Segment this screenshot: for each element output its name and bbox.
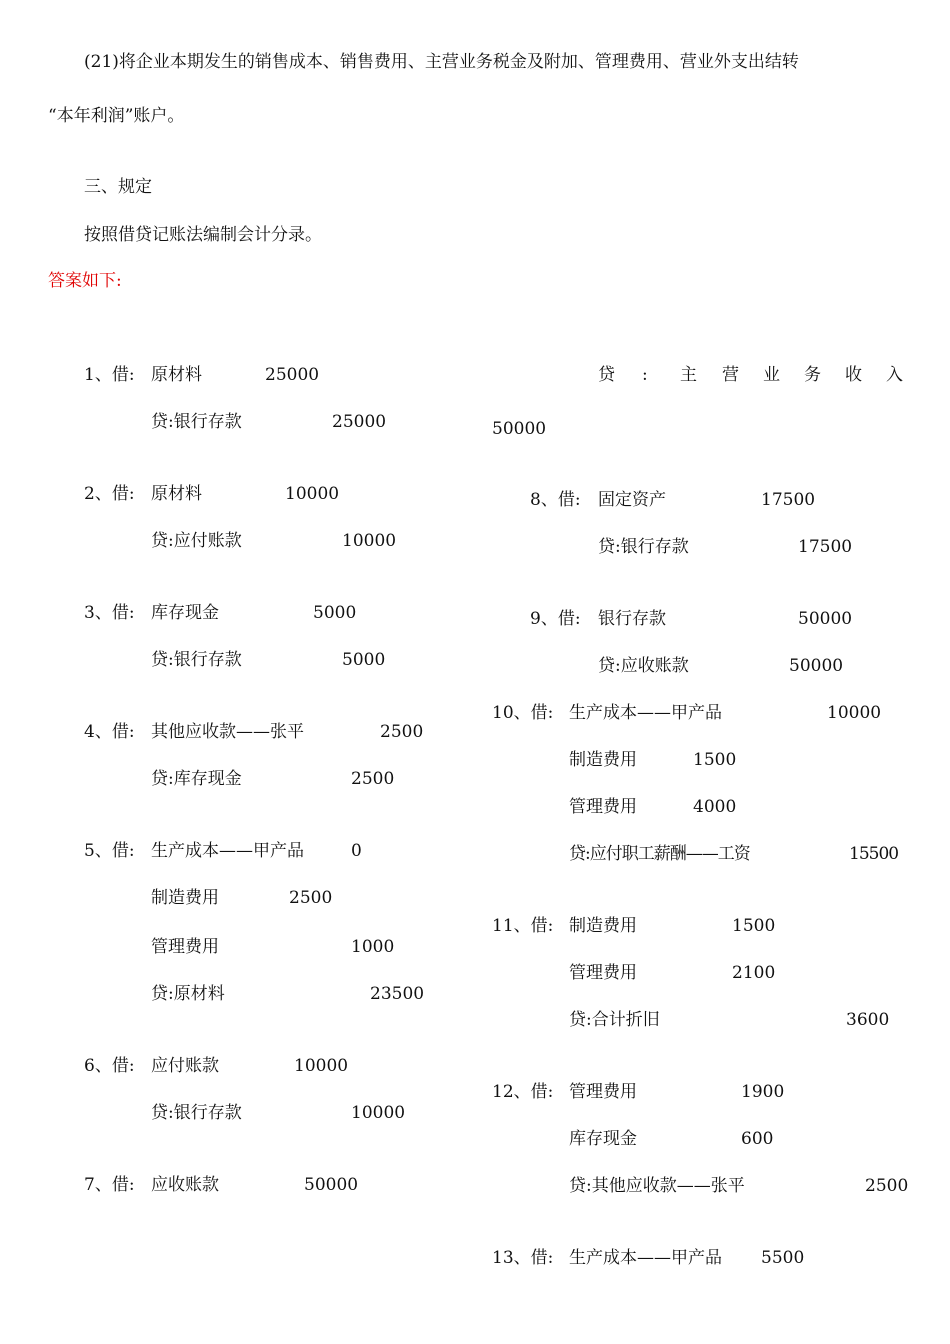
entry-10-debit-amount: 10000 bbox=[827, 703, 882, 723]
entry-13-debit-amount: 5500 bbox=[761, 1248, 805, 1268]
entry-11-debit-account: 制造费用 bbox=[569, 916, 637, 936]
entry-11-debit-amount: 1500 bbox=[732, 916, 776, 936]
entry-6-credit-amount: 10000 bbox=[351, 1103, 406, 1123]
entry-3-credit-account: 贷:银行存款 bbox=[151, 650, 242, 670]
entry-13-number: 13、借: bbox=[492, 1248, 554, 1268]
entry-5-credit-account: 贷:原材料 bbox=[151, 984, 225, 1004]
entry-12-line2-account: 库存现金 bbox=[569, 1129, 637, 1149]
entry-10-credit-account: 贷:应付职工薪酬——工资 bbox=[569, 844, 750, 864]
entry-2-number: 2、借: bbox=[84, 484, 135, 504]
entry-5-line2-amount: 2500 bbox=[289, 888, 333, 908]
entry-7-credit-amount: 50000 bbox=[492, 419, 547, 439]
entry-1-debit-amount: 25000 bbox=[265, 365, 320, 385]
entry-6-number: 6、借: bbox=[84, 1056, 135, 1076]
entry-8-debit-account: 固定资产 bbox=[598, 490, 666, 510]
entry-8-credit-amount: 17500 bbox=[798, 537, 853, 557]
entry-9-debit-amount: 50000 bbox=[798, 609, 853, 629]
intro-line-2: “本年利润”账户。 bbox=[48, 106, 185, 126]
entry-12-line2-amount: 600 bbox=[741, 1129, 774, 1149]
entry-7-credit-char-4: 业 bbox=[763, 365, 780, 385]
entry-12-number: 12、借: bbox=[492, 1082, 554, 1102]
entry-4-credit-amount: 2500 bbox=[351, 769, 395, 789]
entry-12-debit-amount: 1900 bbox=[741, 1082, 785, 1102]
entry-9-credit-account: 贷:应收账款 bbox=[598, 656, 689, 676]
entry-10-line2-amount: 1500 bbox=[693, 750, 737, 770]
intro-line-1: (21)将企业本期发生的销售成本、销售费用、主营业务税金及附加、管理费用、营业外支出结转 bbox=[84, 52, 799, 72]
entry-3-credit-amount: 5000 bbox=[342, 650, 386, 670]
entry-4-number: 4、借: bbox=[84, 722, 135, 742]
entry-10-line2-account: 制造费用 bbox=[569, 750, 637, 770]
entry-7-credit-char-1: : bbox=[642, 365, 648, 385]
entry-7-debit-amount: 50000 bbox=[304, 1175, 359, 1195]
entry-7-debit-account: 应收账款 bbox=[151, 1175, 219, 1195]
entry-7-credit-char-3: 营 bbox=[722, 365, 739, 385]
entry-12-credit-amount: 2500 bbox=[865, 1176, 909, 1196]
entry-5-line3-amount: 1000 bbox=[351, 937, 395, 957]
entry-2-debit-amount: 10000 bbox=[285, 484, 340, 504]
entry-7-credit-char-7: 入 bbox=[886, 365, 903, 385]
entry-6-debit-account: 应付账款 bbox=[151, 1056, 219, 1076]
entry-9-debit-account: 银行存款 bbox=[598, 609, 666, 629]
entry-11-line2-amount: 2100 bbox=[732, 963, 776, 983]
entry-10-line3-account: 管理费用 bbox=[569, 797, 637, 817]
entry-7-credit-char-6: 收 bbox=[845, 365, 862, 385]
entry-1-credit-amount: 25000 bbox=[332, 412, 387, 432]
entry-3-debit-amount: 5000 bbox=[313, 603, 357, 623]
entry-7-number: 7、借: bbox=[84, 1175, 135, 1195]
entry-7-credit-char-5: 务 bbox=[804, 365, 821, 385]
entry-10-debit-account: 生产成本——甲产品 bbox=[569, 703, 722, 723]
entry-5-debit-account: 生产成本——甲产品 bbox=[151, 841, 304, 861]
entry-8-number: 8、借: bbox=[530, 490, 581, 510]
entry-10-number: 10、借: bbox=[492, 703, 554, 723]
entry-2-credit-account: 贷:应付账款 bbox=[151, 531, 242, 551]
requirement-text: 按照借贷记账法编制会计分录。 bbox=[84, 225, 322, 245]
entry-3-debit-account: 库存现金 bbox=[151, 603, 219, 623]
entry-13-debit-account: 生产成本——甲产品 bbox=[569, 1248, 722, 1268]
entry-9-credit-amount: 50000 bbox=[789, 656, 844, 676]
entry-12-credit-account: 贷:其他应收款——张平 bbox=[569, 1176, 745, 1196]
entry-6-credit-account: 贷:银行存款 bbox=[151, 1103, 242, 1123]
entry-2-credit-amount: 10000 bbox=[342, 531, 397, 551]
entry-10-credit-amount: 15500 bbox=[849, 844, 899, 864]
entry-5-line2-account: 制造费用 bbox=[151, 888, 219, 908]
entry-6-debit-amount: 10000 bbox=[294, 1056, 349, 1076]
entry-5-debit-amount: 0 bbox=[351, 841, 362, 861]
entry-4-debit-account: 其他应收款——张平 bbox=[151, 722, 304, 742]
entry-1-debit-account: 原材料 bbox=[151, 365, 202, 385]
entry-5-line3-account: 管理费用 bbox=[151, 937, 219, 957]
entry-9-number: 9、借: bbox=[530, 609, 581, 629]
section-heading: 三、规定 bbox=[84, 177, 152, 197]
entry-2-debit-account: 原材料 bbox=[151, 484, 202, 504]
entry-7-credit-char-2: 主 bbox=[680, 365, 697, 385]
answer-label: 答案如下: bbox=[48, 271, 122, 291]
entry-10-line3-amount: 4000 bbox=[693, 797, 737, 817]
entry-12-debit-account: 管理费用 bbox=[569, 1082, 637, 1102]
entry-11-credit-account: 贷:合计折旧 bbox=[569, 1010, 660, 1030]
entry-7-credit-char-0: 贷 bbox=[598, 365, 615, 385]
entry-4-credit-account: 贷:库存现金 bbox=[151, 769, 242, 789]
entry-11-line2-account: 管理费用 bbox=[569, 963, 637, 983]
entry-5-credit-amount: 23500 bbox=[370, 984, 425, 1004]
entry-8-credit-account: 贷:银行存款 bbox=[598, 537, 689, 557]
entry-8-debit-amount: 17500 bbox=[761, 490, 816, 510]
entry-11-credit-amount: 3600 bbox=[846, 1010, 890, 1030]
entry-1-number: 1、借: bbox=[84, 365, 135, 385]
entry-3-number: 3、借: bbox=[84, 603, 135, 623]
entry-11-number: 11、借: bbox=[492, 916, 554, 936]
entry-5-number: 5、借: bbox=[84, 841, 135, 861]
entry-4-debit-amount: 2500 bbox=[380, 722, 424, 742]
entry-1-credit-account: 贷:银行存款 bbox=[151, 412, 242, 432]
